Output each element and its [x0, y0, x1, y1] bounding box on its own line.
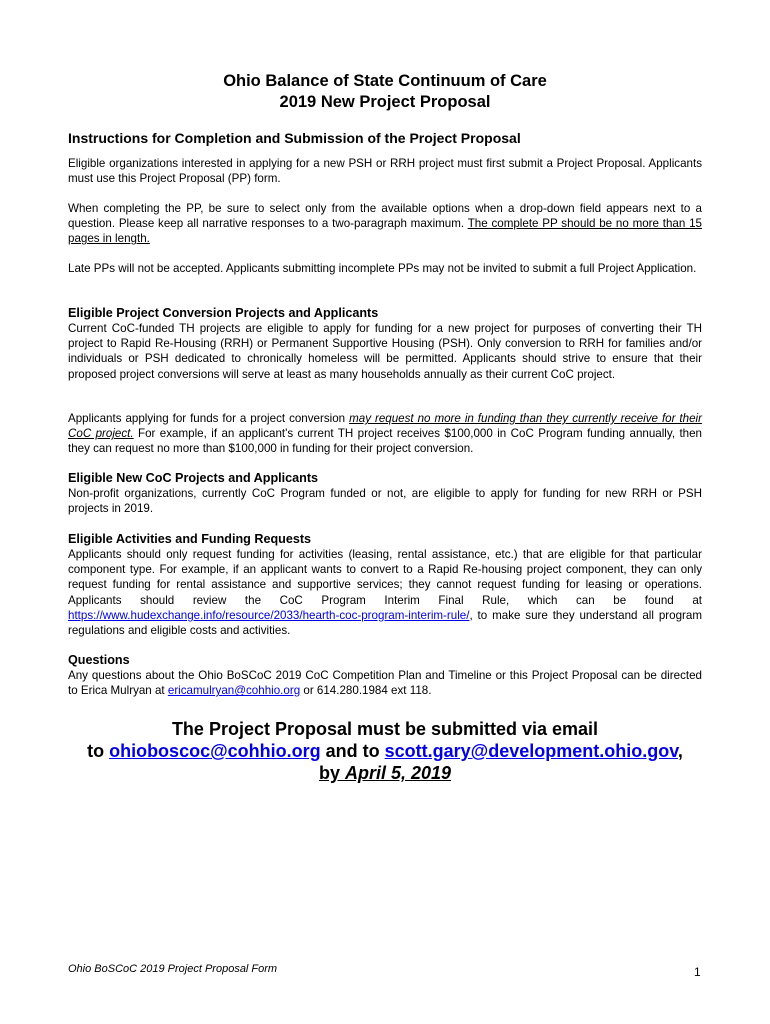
instructions-paragraph-3: Late PPs will not be accepted. Applicants submitting incomplete PPs may not be invited to submit a full Project Application.	[68, 262, 697, 275]
new-projects-section	[68, 470, 702, 516]
submission-deadline: April 5, 2019	[344, 763, 452, 783]
title-line-1: Ohio Balance of State Continuum of Care	[223, 72, 547, 90]
questions-paragraph	[68, 668, 702, 698]
activities-paragraph	[68, 547, 702, 638]
instructions-paragraph-1: Eligible organizations interested in applying for a new PSH or RRH project must first submit a Project Proposal. Applicants must use this Project Proposal (PP) form.	[68, 157, 702, 186]
activities-section	[68, 531, 702, 638]
submission-line-1: The Project Proposal must be submitted via email	[171, 719, 599, 739]
submission-line-3	[0, 762, 770, 784]
footer-form-name: Ohio BoSCoC 2019 Project Proposal Form	[68, 963, 278, 975]
submission-by: by	[318, 763, 340, 783]
funding-limit-note: may request no more in funding than they currently receive for their CoC project.	[68, 412, 702, 441]
activities-heading: Eligible Activities and Funding Requests	[68, 532, 312, 546]
interim-rule-link[interactable]: https://www.hudexchange.info/resource/2033/hearth-coc-program-interim-rule/	[68, 608, 470, 622]
conversion-heading: Eligible Project Conversion Projects and Applicants	[68, 306, 379, 320]
conversion-p2-start: Applicants applying for funds for a project conversion	[68, 412, 350, 425]
submission-email-2-link[interactable]: scott.gary@development.ohio.gov	[384, 741, 678, 761]
submission-and: and to	[320, 741, 385, 761]
questions-heading: Questions	[68, 653, 130, 667]
new-projects-paragraph: Non-profit organizations, currently CoC Program funded or not, are eligible to apply for funding for new RRH or PSH projects in 2019.	[68, 487, 702, 516]
submission-comma: ,	[677, 741, 683, 761]
questions-section	[68, 652, 702, 698]
conversion-paragraph-1: Current CoC-funded TH projects are eligible to apply for funding for a new project for purposes of converting their TH project to Rapid Re-Housing (RRH) or Permanent Supportive Housing (PSH). Only conversion to RRH for families and/or individuals or PSH dedicated to chronically homeless will be permitted. Applicants should strive to ensure that their proposed project conversions will serve at least as many households annually as their current CoC project.	[68, 322, 702, 381]
activities-p1-end: , to make sure they understand all program regulations and eligible costs and activities.	[68, 608, 702, 638]
questions-p1-start: Any questions about the Ohio BoSCoC 2019 CoC Competition Plan and Timeline or this Project Proposal can be directed to Erica Mulryan at	[68, 669, 702, 698]
instructions-paragraph-2	[68, 201, 702, 247]
page-limit-note: The complete PP should be no more than 15 pages in length.	[68, 217, 702, 246]
footer-page-number: 1	[694, 965, 701, 979]
submission-to: to	[87, 741, 110, 761]
submission-line-2	[0, 740, 770, 762]
new-projects-heading: Eligible New CoC Projects and Applicants	[68, 471, 319, 485]
title-line-2: 2019 New Project Proposal	[279, 93, 491, 111]
questions-p1-end: or 614.280.1984 ext 118.	[300, 684, 432, 698]
document-title	[0, 71, 770, 113]
conversion-paragraph-2	[68, 411, 702, 457]
conversion-p2-end: For example, if an applicant's current TH project receives $100,000 in CoC Program funding annually, then they can request no more than $100,000 in funding for their project conversion.	[68, 427, 703, 456]
submission-email-1-link[interactable]: ohioboscoc@cohhio.org	[109, 741, 321, 761]
contact-email-link[interactable]: ericamulryan@cohhio.org	[167, 684, 301, 698]
conversion-section	[68, 305, 702, 382]
instructions-p2-text: When completing the PP, be sure to select only from the available options when a drop-down field appears next to a question. Please keep all narrative responses to a two-paragraph maximum.	[68, 202, 702, 231]
instructions-heading: Instructions for Completion and Submission of the Project Proposal	[68, 130, 521, 146]
instructions-section	[68, 130, 702, 147]
activities-p1-start: Applicants should only request funding for activities (leasing, rental assistance, etc.) that are eligible for that particular component type. For example, if an applicant wants to convert to a Rapid Re-housing project component, they can only request funding for rental assistance and supportive services; they cannot request funding for leasing or operations. Applicants should review the CoC Program Interim Final Rule, which can be found at	[68, 548, 702, 607]
submission-callout	[0, 718, 770, 784]
